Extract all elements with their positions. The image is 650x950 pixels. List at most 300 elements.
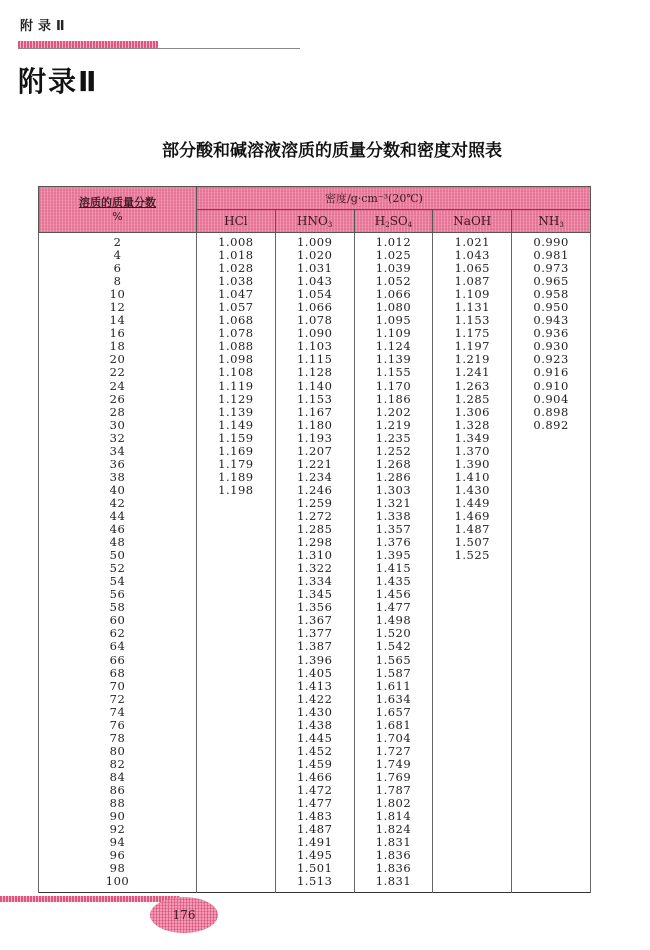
appendix-title: 附录Ⅱ [18, 65, 99, 98]
density-cell: 1.435 [354, 575, 433, 588]
density-cell: 1.068 [197, 314, 276, 327]
mass-fraction-cell: 58 [39, 601, 197, 614]
density-cell [512, 654, 591, 667]
mass-fraction-cell: 62 [39, 627, 197, 640]
density-cell: 1.186 [354, 393, 433, 406]
density-cell: 0.910 [512, 380, 591, 393]
density-cell: 1.047 [197, 288, 276, 301]
mass-fraction-cell: 84 [39, 771, 197, 784]
density-cell: 1.202 [354, 406, 433, 419]
density-cell [512, 523, 591, 536]
density-cell [433, 862, 512, 875]
density-cell: 1.108 [197, 366, 276, 379]
density-cell: 1.395 [354, 549, 433, 562]
density-cell: 1.495 [275, 849, 354, 862]
density-cell [512, 784, 591, 797]
mass-fraction-cell: 70 [39, 680, 197, 693]
density-cell: 1.472 [275, 784, 354, 797]
density-cell: 1.483 [275, 810, 354, 823]
density-header: 密度/g·cm⁻³(20℃) [197, 187, 591, 210]
density-cell: 1.285 [433, 393, 512, 406]
density-cell: 1.031 [275, 262, 354, 275]
table-row [39, 393, 591, 406]
density-cell [197, 549, 276, 562]
density-cell: 1.078 [275, 314, 354, 327]
density-cell: 1.012 [354, 233, 433, 250]
density-table-container [38, 186, 590, 893]
table-row [39, 693, 591, 706]
formula-base: SO [389, 213, 408, 228]
mass-fraction-cell: 28 [39, 406, 197, 419]
density-cell: 1.565 [354, 654, 433, 667]
density-cell: 0.930 [512, 340, 591, 353]
density-cell [512, 588, 591, 601]
density-cell: 1.268 [354, 458, 433, 471]
density-cell [197, 875, 276, 893]
density-cell [433, 784, 512, 797]
density-cell: 1.080 [354, 301, 433, 314]
mass-fraction-cell: 60 [39, 614, 197, 627]
density-cell [433, 588, 512, 601]
density-cell [512, 771, 591, 784]
table-row [39, 706, 591, 719]
formula-subscript: 3 [559, 220, 564, 229]
density-cell: 1.207 [275, 445, 354, 458]
mass-fraction-cell: 92 [39, 823, 197, 836]
table-row [39, 654, 591, 667]
density-cell: 1.128 [275, 366, 354, 379]
mass-fraction-cell: 50 [39, 549, 197, 562]
density-cell: 0.916 [512, 366, 591, 379]
density-cell [433, 745, 512, 758]
density-cell: 0.981 [512, 249, 591, 262]
density-cell [512, 536, 591, 549]
density-cell: 0.904 [512, 393, 591, 406]
density-cell: 1.338 [354, 510, 433, 523]
density-cell [197, 627, 276, 640]
mass-fraction-cell: 68 [39, 667, 197, 680]
mass-fraction-cell: 44 [39, 510, 197, 523]
table-row [39, 732, 591, 745]
mass-fraction-cell: 6 [39, 262, 197, 275]
mass-fraction-cell: 64 [39, 640, 197, 653]
density-cell: 1.298 [275, 536, 354, 549]
mass-fraction-cell: 36 [39, 458, 197, 471]
density-cell: 1.169 [197, 445, 276, 458]
density-cell [197, 588, 276, 601]
density-cell: 1.634 [354, 693, 433, 706]
density-cell: 1.159 [197, 432, 276, 445]
density-cell: 1.129 [197, 393, 276, 406]
table-row [39, 640, 591, 653]
density-cell: 1.334 [275, 575, 354, 588]
table-row [39, 667, 591, 680]
density-cell: 1.787 [354, 784, 433, 797]
density-cell: 1.038 [197, 275, 276, 288]
mass-fraction-cell: 16 [39, 327, 197, 340]
density-cell [512, 575, 591, 588]
density-cell [197, 810, 276, 823]
mass-fraction-cell: 72 [39, 693, 197, 706]
density-cell: 1.124 [354, 340, 433, 353]
density-cell [512, 693, 591, 706]
density-cell: 0.943 [512, 314, 591, 327]
density-cell: 1.193 [275, 432, 354, 445]
density-cell: 1.028 [197, 262, 276, 275]
mass-fraction-cell: 66 [39, 654, 197, 667]
density-cell: 1.119 [197, 380, 276, 393]
column-header-naoh [433, 210, 512, 233]
table-row [39, 758, 591, 771]
mass-fraction-cell: 46 [39, 523, 197, 536]
mass-fraction-cell: 20 [39, 353, 197, 366]
density-cell [512, 745, 591, 758]
density-cell: 1.487 [433, 523, 512, 536]
density-cell: 1.430 [433, 484, 512, 497]
mass-fraction-cell: 82 [39, 758, 197, 771]
density-cell: 0.898 [512, 406, 591, 419]
density-cell: 0.950 [512, 301, 591, 314]
density-cell: 1.039 [354, 262, 433, 275]
density-cell [197, 562, 276, 575]
density-cell: 0.990 [512, 233, 591, 250]
density-cell [512, 484, 591, 497]
density-cell: 1.095 [354, 314, 433, 327]
density-cell: 1.263 [433, 380, 512, 393]
table-row [39, 484, 591, 497]
density-cell: 1.197 [433, 340, 512, 353]
density-cell: 1.321 [354, 497, 433, 510]
table-row [39, 680, 591, 693]
percent-unit: % [112, 209, 123, 223]
table-row [39, 875, 591, 893]
density-cell [512, 627, 591, 640]
density-cell [512, 432, 591, 445]
density-cell: 1.542 [354, 640, 433, 653]
mass-fraction-cell: 26 [39, 393, 197, 406]
density-cell: 1.153 [433, 314, 512, 327]
density-cell: 1.322 [275, 562, 354, 575]
density-cell [197, 745, 276, 758]
density-cell [512, 497, 591, 510]
running-head: 附录Ⅱ [20, 19, 70, 34]
density-cell: 1.140 [275, 380, 354, 393]
density-cell: 1.405 [275, 667, 354, 680]
density-cell [197, 758, 276, 771]
density-cell [197, 640, 276, 653]
density-cell: 1.501 [275, 862, 354, 875]
density-cell: 1.396 [275, 654, 354, 667]
mass-fraction-cell: 4 [39, 249, 197, 262]
density-cell: 1.456 [354, 588, 433, 601]
density-cell [512, 862, 591, 875]
density-cell [512, 680, 591, 693]
density-cell: 1.410 [433, 471, 512, 484]
density-cell: 1.387 [275, 640, 354, 653]
density-cell: 1.349 [433, 432, 512, 445]
density-cell [512, 875, 591, 893]
formula-base: NaOH [453, 214, 492, 228]
mass-fraction-cell: 30 [39, 419, 197, 432]
density-cell [433, 771, 512, 784]
density-cell: 1.413 [275, 680, 354, 693]
density-cell: 1.167 [275, 406, 354, 419]
density-cell: 1.008 [197, 233, 276, 250]
column-header-hcl [197, 210, 276, 233]
density-cell: 1.749 [354, 758, 433, 771]
density-cell [512, 758, 591, 771]
mass-fraction-cell: 56 [39, 588, 197, 601]
density-cell [512, 732, 591, 745]
density-cell [197, 836, 276, 849]
header-rule [18, 48, 300, 49]
density-cell: 1.109 [433, 288, 512, 301]
mass-fraction-cell: 88 [39, 797, 197, 810]
density-cell: 0.958 [512, 288, 591, 301]
mass-fraction-cell: 94 [39, 836, 197, 849]
mass-fraction-cell: 32 [39, 432, 197, 445]
density-cell [512, 719, 591, 732]
density-cell: 1.430 [275, 706, 354, 719]
density-cell [512, 510, 591, 523]
density-cell [197, 523, 276, 536]
table-row [39, 380, 591, 393]
density-cell: 0.936 [512, 327, 591, 340]
density-cell [433, 875, 512, 893]
mass-fraction-cell: 22 [39, 366, 197, 379]
mass-fraction-cell: 96 [39, 849, 197, 862]
density-cell [197, 797, 276, 810]
density-cell: 1.303 [354, 484, 433, 497]
density-cell: 1.155 [354, 366, 433, 379]
density-cell: 1.769 [354, 771, 433, 784]
density-cell [197, 667, 276, 680]
density-cell: 1.310 [275, 549, 354, 562]
density-cell: 1.469 [433, 510, 512, 523]
density-cell: 1.377 [275, 627, 354, 640]
density-cell: 1.221 [275, 458, 354, 471]
mass-fraction-cell: 24 [39, 380, 197, 393]
density-cell [512, 640, 591, 653]
density-cell [433, 680, 512, 693]
table-row [39, 719, 591, 732]
density-cell [433, 706, 512, 719]
density-cell: 1.587 [354, 667, 433, 680]
density-cell: 1.525 [433, 549, 512, 562]
density-cell [197, 601, 276, 614]
density-cell: 1.180 [275, 419, 354, 432]
density-cell [433, 797, 512, 810]
page-number: 176 [172, 908, 196, 922]
formula-subscript: 3 [327, 220, 333, 229]
density-cell [433, 732, 512, 745]
table-row [39, 366, 591, 379]
density-cell: 1.021 [433, 233, 512, 250]
density-cell: 1.078 [197, 327, 276, 340]
density-cell: 1.235 [354, 432, 433, 445]
density-cell [433, 667, 512, 680]
table-title: 部分酸和碱溶液溶质的质量分数和密度对照表 [162, 141, 502, 161]
density-cell: 1.088 [197, 340, 276, 353]
density-cell [197, 719, 276, 732]
density-cell: 1.066 [354, 288, 433, 301]
density-table [38, 186, 591, 893]
density-cell: 1.802 [354, 797, 433, 810]
density-cell: 1.306 [433, 406, 512, 419]
density-cell: 1.370 [433, 445, 512, 458]
density-cell [512, 549, 591, 562]
table-row [39, 745, 591, 758]
density-cell: 1.025 [354, 249, 433, 262]
density-cell: 1.466 [275, 771, 354, 784]
density-cell: 1.727 [354, 745, 433, 758]
density-cell [512, 614, 591, 627]
density-cell [433, 654, 512, 667]
density-cell: 1.452 [275, 745, 354, 758]
density-cell [197, 706, 276, 719]
density-cell: 1.149 [197, 419, 276, 432]
density-cell [433, 849, 512, 862]
formula-base: NH [538, 213, 560, 228]
density-cell [197, 510, 276, 523]
density-cell [197, 654, 276, 667]
density-cell: 1.477 [354, 601, 433, 614]
density-cell: 1.131 [433, 301, 512, 314]
density-cell [433, 758, 512, 771]
density-cell [197, 771, 276, 784]
density-cell: 1.170 [354, 380, 433, 393]
density-cell: 1.345 [275, 588, 354, 601]
density-cell: 1.109 [354, 327, 433, 340]
density-cell: 1.153 [275, 393, 354, 406]
table-row [39, 445, 591, 458]
mass-fraction-cell: 42 [39, 497, 197, 510]
mass-fraction-cell: 2 [39, 233, 197, 250]
mass-fraction-cell: 18 [39, 340, 197, 353]
density-cell: 1.836 [354, 849, 433, 862]
density-cell: 0.923 [512, 353, 591, 366]
column-header-h2so4 [354, 210, 433, 233]
density-cell [197, 849, 276, 862]
density-cell [433, 823, 512, 836]
mass-fraction-cell: 86 [39, 784, 197, 797]
density-cell: 1.487 [275, 823, 354, 836]
density-cell [512, 823, 591, 836]
table-body [39, 233, 591, 893]
solute-fraction-header [39, 187, 197, 233]
density-cell: 1.328 [433, 419, 512, 432]
density-cell: 1.020 [275, 249, 354, 262]
density-cell [197, 732, 276, 745]
density-cell: 1.098 [197, 353, 276, 366]
density-cell: 1.611 [354, 680, 433, 693]
formula-base: HNO [297, 213, 328, 228]
footer-decor-band [0, 896, 180, 902]
density-cell: 1.831 [354, 836, 433, 849]
table-row [39, 406, 591, 419]
density-cell [197, 693, 276, 706]
column-header-nh3 [512, 210, 591, 233]
density-cell: 1.657 [354, 706, 433, 719]
mass-fraction-cell: 90 [39, 810, 197, 823]
mass-fraction-cell: 8 [39, 275, 197, 288]
density-cell: 1.681 [354, 719, 433, 732]
density-cell [433, 614, 512, 627]
density-cell: 1.449 [433, 497, 512, 510]
density-cell: 1.066 [275, 301, 354, 314]
density-cell: 1.520 [354, 627, 433, 640]
page-number-badge [150, 897, 218, 933]
density-cell [433, 627, 512, 640]
table-row [39, 458, 591, 471]
density-cell: 1.018 [197, 249, 276, 262]
density-cell: 1.704 [354, 732, 433, 745]
mass-fraction-cell: 40 [39, 484, 197, 497]
density-cell [433, 810, 512, 823]
density-cell: 1.272 [275, 510, 354, 523]
formula-subscript: 2 [385, 220, 390, 229]
density-cell [197, 497, 276, 510]
density-cell: 1.241 [433, 366, 512, 379]
mass-fraction-cell: 14 [39, 314, 197, 327]
formula-base: HCl [224, 214, 248, 228]
density-cell: 1.234 [275, 471, 354, 484]
density-cell: 1.043 [275, 275, 354, 288]
density-cell: 1.445 [275, 732, 354, 745]
density-cell: 1.259 [275, 497, 354, 510]
mass-fraction-cell: 98 [39, 862, 197, 875]
density-cell: 1.087 [433, 275, 512, 288]
density-cell: 1.422 [275, 693, 354, 706]
density-cell [433, 575, 512, 588]
density-cell [512, 836, 591, 849]
density-cell: 0.892 [512, 419, 591, 432]
density-cell [512, 445, 591, 458]
table-row [39, 771, 591, 784]
density-cell: 1.286 [354, 471, 433, 484]
density-cell: 1.139 [354, 353, 433, 366]
density-cell: 1.356 [275, 601, 354, 614]
table-row [39, 233, 591, 250]
density-cell [512, 706, 591, 719]
density-cell [197, 784, 276, 797]
density-cell [197, 575, 276, 588]
density-cell: 1.246 [275, 484, 354, 497]
density-cell: 1.219 [433, 353, 512, 366]
table-row [39, 471, 591, 484]
density-cell: 1.057 [197, 301, 276, 314]
density-cell [512, 601, 591, 614]
density-cell [512, 667, 591, 680]
density-cell: 1.139 [197, 406, 276, 419]
density-cell [197, 536, 276, 549]
density-cell: 0.973 [512, 262, 591, 275]
density-cell [433, 836, 512, 849]
mass-fraction-cell: 80 [39, 745, 197, 758]
mass-fraction-cell: 38 [39, 471, 197, 484]
density-cell [197, 680, 276, 693]
density-cell: 1.357 [354, 523, 433, 536]
density-cell [512, 471, 591, 484]
density-cell: 1.198 [197, 484, 276, 497]
mass-fraction-cell: 54 [39, 575, 197, 588]
density-cell [512, 849, 591, 862]
density-cell: 1.836 [354, 862, 433, 875]
density-cell: 1.065 [433, 262, 512, 275]
density-cell: 1.507 [433, 536, 512, 549]
density-cell: 1.043 [433, 249, 512, 262]
density-cell: 1.179 [197, 458, 276, 471]
